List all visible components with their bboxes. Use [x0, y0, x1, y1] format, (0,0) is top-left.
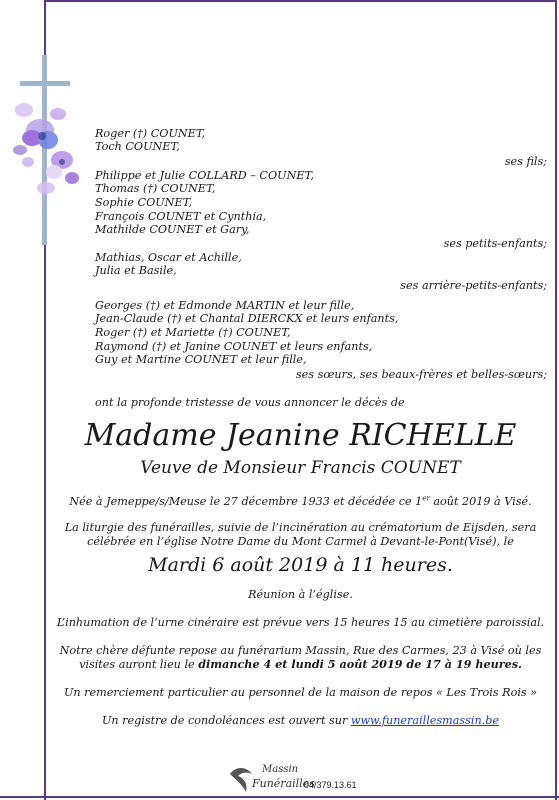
family-line: Roger (†) COUNET, — [95, 127, 206, 140]
visits-prefix: visites auront lieu le — [79, 658, 199, 671]
family-line: Sophie COUNET, — [95, 196, 193, 209]
visits-line: Notre chère défunte repose au funérarium Massin, Rue des Carmes, 23 à Visé où les — [59, 644, 542, 657]
liturgy-line: célébrée en l’église Notre Dame du Mont Carmel à Devant-le-Pont(Visé), le — [87, 535, 514, 548]
family-line: Thomas (†) COUNET, — [95, 182, 216, 195]
frame-top-border — [44, 0, 557, 2]
phone-number: 04/379.13.61 — [304, 780, 357, 790]
visits-line — [46, 658, 555, 671]
ordinal-suffix: er — [422, 494, 430, 503]
visits-dates: dimanche 4 et lundi 5 août 2019 de 17 à 19 heures. — [198, 657, 522, 671]
thanks-text: Un remerciement particulier au personnel de la maison de repos « Les Trois Rois » — [63, 686, 538, 699]
burial-text: L’inhumation de l’urne cinéraire est prévue vers 15 heures 15 au cimetière paroissial. — [56, 616, 545, 629]
relation-label: ses arrière-petits-enfants; — [400, 279, 547, 292]
family-line: Georges (†) et Edmonde MARTIN et leur fille, — [95, 299, 355, 312]
register-text — [46, 714, 555, 727]
announcement-text: ont la profonde tristesse de vous annoncer le décès de — [95, 396, 405, 409]
family-line: Guy et Martine COUNET et leur fille, — [95, 353, 307, 366]
birth-death-main: Née à Jemeppe/s/Meuse le 27 décembre 1933 et décédée ce 1 — [69, 495, 423, 508]
deceased-name: Madame Jeanine RICHELLE — [84, 418, 517, 453]
logo-text: Funérailles — [252, 777, 315, 790]
relation-label: ses fils; — [504, 155, 547, 168]
meeting-text: Réunion à l’église. — [248, 588, 353, 601]
family-line: Mathias, Oscar et Achille, — [95, 251, 242, 264]
liturgy-line: La liturgie des funérailles, suivie de l’incinération au crématorium de Eijsden, sera — [64, 521, 537, 534]
family-line: Julia et Basile, — [95, 264, 177, 277]
flowers-illustration — [2, 92, 88, 202]
family-line: François COUNET et Cynthia, — [95, 210, 267, 223]
family-line: Jean-Claude (†) et Chantal DIERCKX et leurs enfants, — [95, 312, 399, 325]
frame-right-border — [555, 0, 557, 800]
condolence-link[interactable]: www.funeraillesmassin.be — [350, 714, 500, 727]
birth-death-end: août 2019 à Visé. — [429, 495, 532, 508]
logo-text: Massin — [262, 764, 299, 775]
family-line: Philippe et Julie COLLARD – COUNET, — [95, 169, 314, 182]
frame-bottom-border — [0, 796, 559, 798]
family-line: Toch COUNET, — [95, 140, 180, 153]
register-prefix: Un registre de condoléances est ouvert sur — [101, 714, 351, 727]
relation-label: ses petits-enfants; — [443, 237, 547, 250]
birth-death-text — [46, 495, 555, 508]
family-line: Roger (†) et Mariette (†) COUNET, — [95, 326, 291, 339]
service-date: Mardi 6 août 2019 à 11 heures. — [148, 554, 453, 576]
widow-of-text: Veuve de Monsieur Francis COUNET — [140, 458, 461, 478]
relation-label: ses sœurs, ses beaux-frères et belles-sœurs; — [295, 368, 547, 381]
family-line: Mathilde COUNET et Gary, — [95, 223, 250, 236]
family-line: Raymond (†) et Janine COUNET et leurs enfants, — [95, 340, 373, 353]
